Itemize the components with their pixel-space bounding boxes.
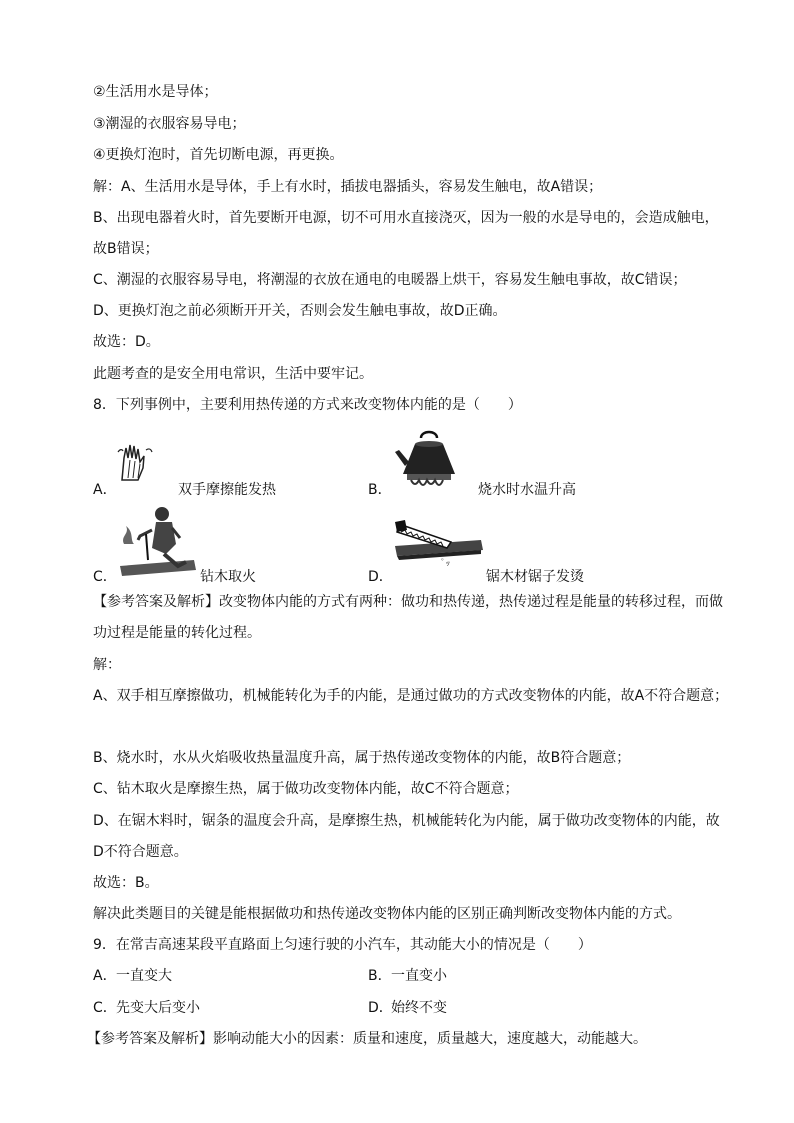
q8-summary: 解决此类题目的关键是能根据做功和热传递改变物体内能的区别正确判断改变物体内能的方式。 xyxy=(93,906,681,922)
q7-solution-b1: B、出现电器着火时，首先要断开电源，切不可用水直接浇灭，因为一般的水是导电的，会造成触电， xyxy=(93,210,719,226)
q8-option-d-label: D． xyxy=(368,569,393,585)
q8-option-a-label: A． xyxy=(93,482,117,498)
q9-option-d-text: 始终不变 xyxy=(391,1000,447,1016)
q7-solution-c: C、潮湿的衣服容易导电，将潮湿的衣放在通电的电暖器上烘干，容易发生触电事故，故C错误； xyxy=(93,272,687,288)
sawing-wood-image xyxy=(393,520,485,566)
q9-analysis: 【参考答案及解析】影响动能大小的因素：质量和速度，质量越大，速度越大，动能越大。 xyxy=(87,1031,647,1047)
q7-solution-b2: 故B错误； xyxy=(93,241,159,257)
q8-solution-d2: D不符合题意。 xyxy=(93,844,188,860)
drilling-wood-fire-image xyxy=(116,504,198,578)
prev-item-3: ③潮湿的衣服容易导电； xyxy=(93,116,246,132)
q9-option-d-label: D． xyxy=(368,1000,393,1016)
q8-option-c-text: 钻木取火 xyxy=(200,569,256,585)
q9-option-a-label: A． xyxy=(93,968,117,984)
rubbing-hands-image xyxy=(116,440,156,484)
kettle-on-fire-image xyxy=(393,428,465,492)
svg-text:ﾟｯ: ﾟｯ xyxy=(441,559,451,566)
q8-solution-c: C、钻木取火是摩擦生热，属于做功改变物体内能，故C不符合题意； xyxy=(93,781,519,797)
q9-option-c-text: 先变大后变小 xyxy=(116,1000,200,1016)
prev-item-2: ②生活用水是导体； xyxy=(93,84,218,100)
q8-option-b-label: B． xyxy=(368,482,392,498)
q8-solution-b: B、烧水时，水从火焰吸收热量温度升高，属于热传递改变物体的内能，故B符合题意； xyxy=(93,750,631,766)
q9-option-b-text: 一直变小 xyxy=(391,968,447,984)
q9-stem: 9．在常吉高速某段平直路面上匀速行驶的小汽车，其动能大小的情况是（ ） xyxy=(93,937,592,953)
q8-analysis-line2: 功过程是能量的转化过程。 xyxy=(93,625,261,641)
q7-choice: 故选：D。 xyxy=(93,334,160,350)
prev-item-4: ④更换灯泡时，首先切断电源，再更换。 xyxy=(93,147,344,163)
q8-stem: 8．下列事例中，主要利用热传递的方式来改变物体内能的是（ ） xyxy=(93,397,522,413)
q7-solution-a: 解：A、生活用水是导体，手上有水时，插拔电器插头，容易发生触电，故A错误； xyxy=(93,179,603,195)
q8-choice: 故选：B。 xyxy=(93,875,159,891)
q8-option-c-label: C． xyxy=(93,569,117,585)
q8-solution-a: A、双手相互摩擦做功，机械能转化为手的内能，是通过做功的方式改变物体的内能，故A不符合题意； xyxy=(93,688,729,704)
q8-option-b-text: 烧水时水温升高 xyxy=(478,482,576,498)
q8-solution-d1: D、在锯木料时，锯条的温度会升高，是摩擦生热，机械能转化为内能，属于做功改变物体的内能，故 xyxy=(93,813,720,829)
q8-option-a-text: 双手摩擦能发热 xyxy=(178,482,276,498)
q9-option-c-label: C． xyxy=(93,1000,117,1016)
q8-analysis-line1: 【参考答案及解析】改变物体内能的方式有两种：做功和热传递，热传递过程是能量的转移过程，而做 xyxy=(93,594,723,610)
q8-jie: 解： xyxy=(93,657,121,673)
q7-solution-d: D、更换灯泡之前必须断开开关，否则会发生触电事故，故D正确。 xyxy=(93,303,507,319)
q9-option-a-text: 一直变大 xyxy=(116,968,172,984)
q8-option-d-text: 锯木材锯子发烫 xyxy=(486,569,584,585)
q7-summary: 此题考查的是安全用电常识，生活中要牢记。 xyxy=(93,366,373,382)
q9-option-b-label: B． xyxy=(368,968,392,984)
